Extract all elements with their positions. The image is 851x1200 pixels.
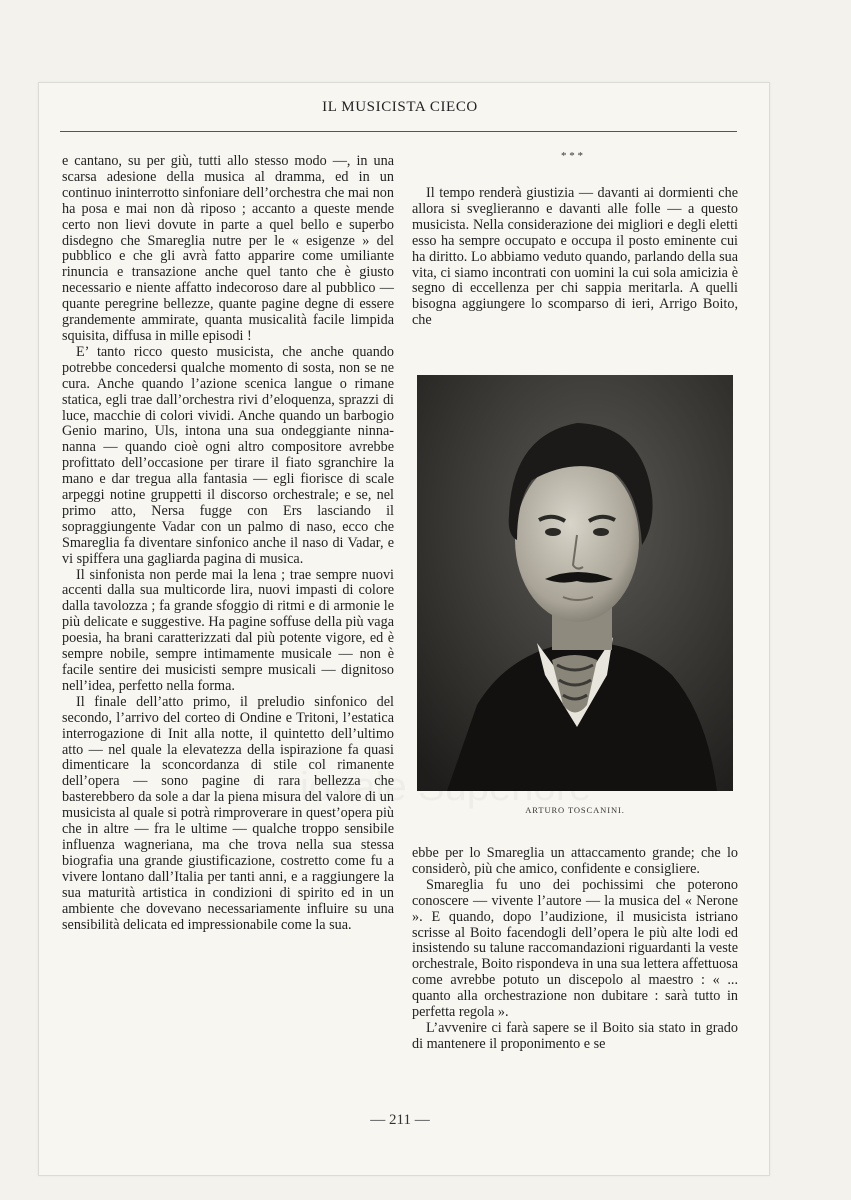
left-column — [62, 154, 394, 933]
page-number: — 211 — — [370, 1112, 430, 1128]
left-paragraph: Il finale dell’atto primo, il preludio sinfonico del secondo, l’arrivo del corteo di Ondine e Tritoni, l’estatica interrogazione di Init alla notte, il quintetto dell’ultimo atto — nel quale la elevatezza della ispirazione fa quasi dimenticare la sconcordanza di stile col rimanente dell’opera — sono pagine di rara bellezza che basterebbero da sole a dar la piena misura del valore di un musicista al quale si potrà rimproverare in quest’opera più che in altre — fra le ultime — qualche troppo sensibile influenza wagneriana, ma che trova nella sua stessa biografia una grande giustificazione, costretto come fu a vivere lontano dall’Italia per tanti anni, e a raggiungere la sua maturità artistica in condizioni di spirito ed in un ambiente che dovevano necessariamente influire su una sensibilità delicata ed impressionabile come la sua. — [62, 693, 394, 933]
right-paragraph: ebbe per lo Smareglia un attaccamento grande; che lo considerò, più che amico, confidente e consigliere. — [412, 845, 738, 877]
right-column-bottom — [412, 846, 738, 1053]
right-paragraph: Smareglia fu uno dei pochissimi che poterono conoscere — vivente l’autore — la musica del « Nerone ». E quando, dopo l’audizione, il musicista istriano scrisse al Boito facendogli dell’opera le più alte lodi ed insistendo su talune raccomandazioni riguardanti la veste orchestrale, Boito rispondeva in una sua lettera affettuosa come avrebbe potuto un discepolo al maestro : « ... quanto alla orchestrazione non dubitare : sarà tutto in perfetta regola ». — [412, 876, 738, 1021]
left-paragraph: e cantano, su per giù, tutti allo stesso modo —, in una scarsa adesione della musica al dramma, ed in un continuo ininterrotto sinfoniare dell’orchestra che mai non ha posa e mai non dà riposo ; accanto a queste mende certo non lievi dovute in parte a quel bello e superbo disdegno che Smareglia nutre per le « esigenze » del pubblico e che gli avrà fatto apparire come umiliante rinuncia e transazione anche quel tanto che è giusto necessario e niente affatto indecoroso dare al pubblico — quante peregrine bellezze, quante pagine degne di essere grandemente ammirate, quanta musicalità facile limpida squisita, diffusa in mille episodi ! — [62, 153, 394, 344]
left-paragraph: E’ tanto ricco questo musicista, che anche quando potrebbe concedersi qualche momento di sosta, non se ne cura. Anche quando l’azione scenica langue o rimane statica, egli trae dall’orchestra rivi d’eloquenza, sprazzi di luce, macchie di colori vividi. Anche quando un barbogio Genio marino, Uls, intona una sua ondeggiante ninna-nanna — quando cioè ogni altro compositore avrebbe profittato dell’occasione per tirare il fiato sgranchire la mano e dar tregua alla fantasia — egli fiorisce di scale arpeggi notine gruppetti il discorso orchestrale; e se, nel primo atto, Nersa fugge con Ers lasciando il sopraggiungente Vadar con un palmo di naso, ecco che Smareglia fa diventare sinfonico anche il naso di Vadar, e vi spiffera una gagliarda pagina di musica. — [62, 343, 394, 567]
left-paragraph: Il sinfonista non perde mai la lena ; trae sempre nuovi accenti dalla sua multicorde lira, nuovi impasti di colore dalla tavolozza ; fa grande sfoggio di ritmi e di armonie le più delicate e suggestive. Ha pagine soffuse della più vaga poesia, ha brani caratterizzati dal più potente vigore, ed è sempre nobile, sempre intimamente musicale — non è facile sentire dei musicisti sempre musicali — dignitoso nell’idea, perfetto nella forma. — [62, 566, 394, 694]
photo-caption: ARTURO TOSCANINI. — [525, 805, 625, 815]
right-column-top — [412, 186, 738, 329]
portrait-photo — [417, 375, 733, 791]
running-title: IL MUSICISTA CIECO — [322, 99, 478, 115]
right-paragraph: Il tempo renderà giustizia — davanti ai dormienti che allora si sveglieranno e davanti alle folle — a questo musicista. Nella considerazione dei migliori e degli eletti esso ha sempre occupato e occupa il posto eminente cui ha diritto. Lo abbiamo veduto quando, parlando della sua vita, ci siamo incontrati con uomini la cui sola amicizia è segno di eccellenza per chi sappia meritarla. A quelli bisogna aggiungere lo scomparso di ieri, Arrigo Boito, che — [412, 185, 738, 329]
right-paragraph: L’avvenire ci farà sapere se il Boito sia stato in grado di mantenere il proponimento e se — [412, 1019, 738, 1052]
section-break-asterism — [552, 152, 592, 160]
header-rule — [60, 131, 737, 132]
asterism-text: * * * — [561, 150, 583, 162]
